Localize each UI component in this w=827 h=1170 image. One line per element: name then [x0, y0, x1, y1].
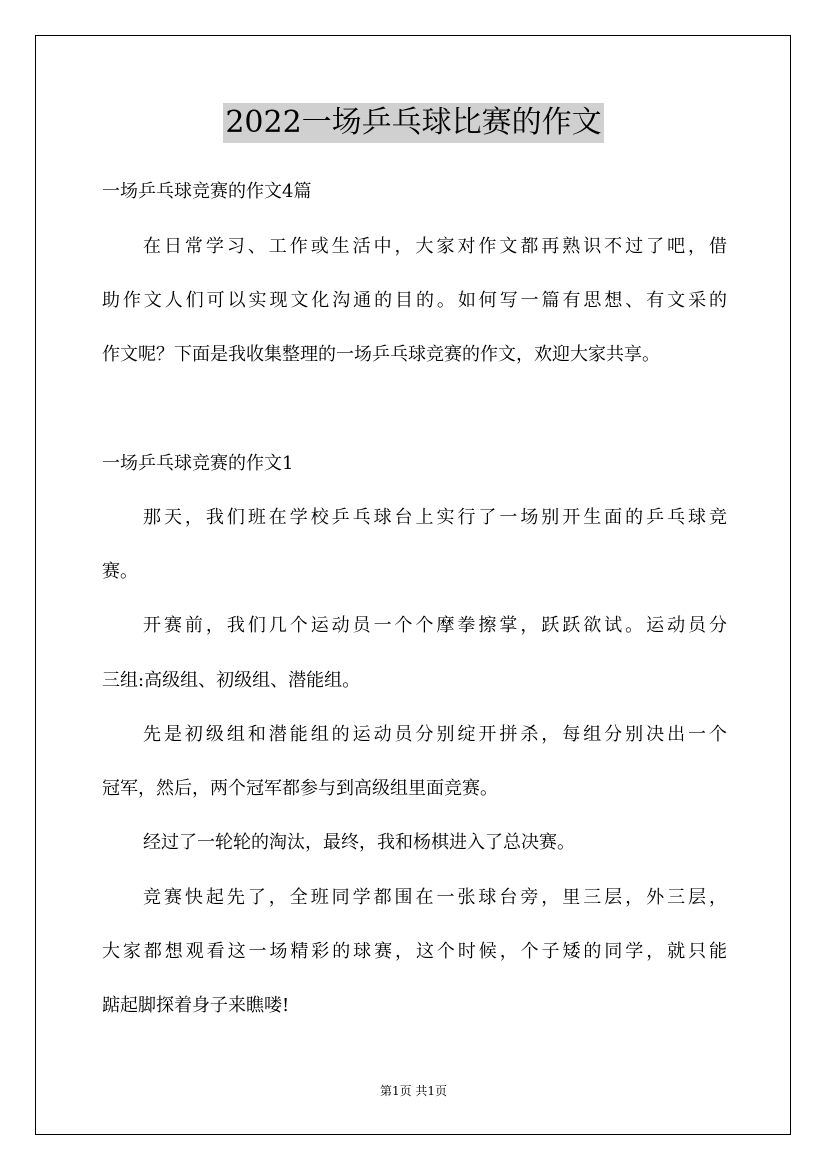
title-container	[0, 103, 827, 143]
body-line: 大家都想观看这一场精彩的球赛，这个时候，个子矮的同学，就只能	[102, 941, 727, 962]
intro-line: 在日常学习、工作或生活中，大家对作文都再熟识不过了吧，借	[143, 236, 727, 257]
intro-line: 助作文人们可以实现文化沟通的目的。如何写一篇有思想、有文采的	[102, 290, 727, 311]
document-subtitle: 一场乒乓球竞赛的作文4篇	[102, 181, 312, 202]
body-line: 踮起脚探着身子来瞧喽!	[102, 995, 290, 1016]
body-line: 经过了一轮轮的淘汰，最终，我和杨棋进入了总决赛。	[143, 832, 575, 853]
page-footer: 第1页 共1页	[379, 1084, 448, 1098]
body-line: 三组:高级组、初级组、潜能组。	[102, 670, 361, 691]
body-line: 那天，我们班在学校乒乓球台上实行了一场别开生面的乒乓球竞	[143, 507, 727, 528]
document-title: 2022一场乒乓球比赛的作文	[223, 103, 603, 143]
section-heading: 一场乒乓球竞赛的作文1	[102, 453, 294, 474]
body-line: 赛。	[102, 561, 138, 582]
body-line: 冠军，然后，两个冠军都参与到高级组里面竞赛。	[102, 778, 498, 799]
body-line: 开赛前，我们几个运动员一个个摩拳擦掌，跃跃欲试。运动员分	[143, 615, 727, 636]
body-line: 先是初级组和潜能组的运动员分别绽开拼杀，每组分别决出一个	[143, 724, 727, 745]
body-line: 竞赛快起先了，全班同学都围在一张球台旁，里三层，外三层，	[143, 887, 727, 908]
intro-line: 作文呢？下面是我收集整理的一场乒乓球竞赛的作文，欢迎大家共享。	[102, 344, 660, 365]
